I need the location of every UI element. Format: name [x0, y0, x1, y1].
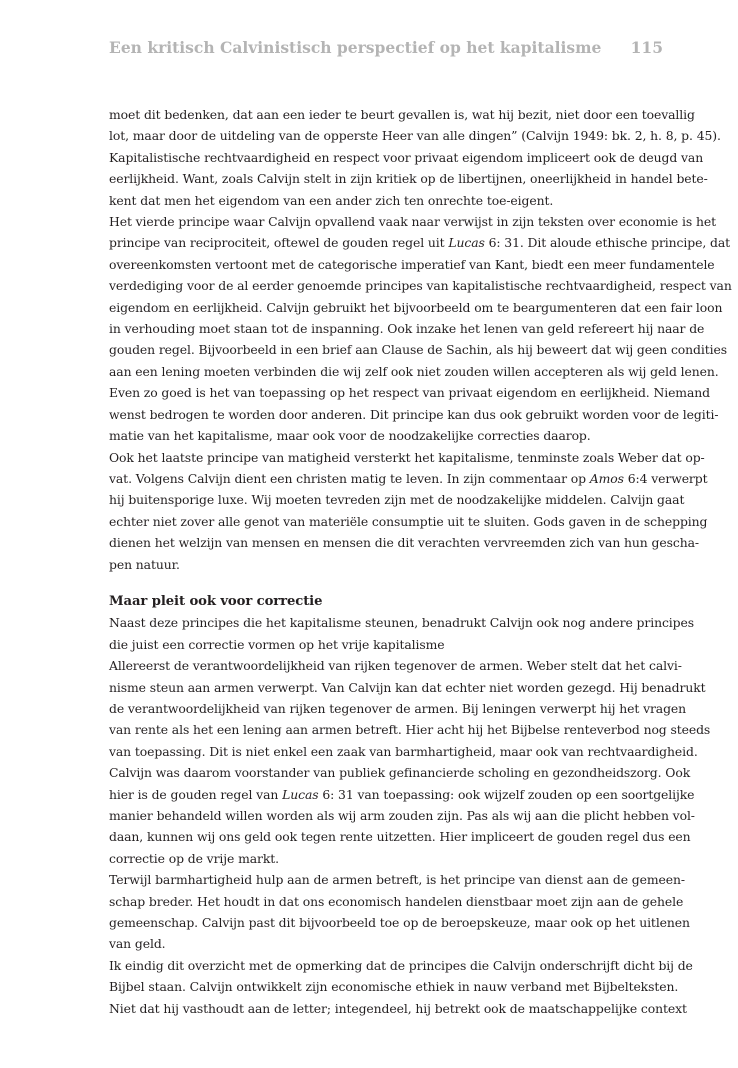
text-line: daan, kunnen wij ons geld ook tegen rente uitzetten. Hier impliceert de gouden regel dus een: [109, 829, 691, 845]
paragraph: [109, 869, 690, 955]
text-line: eigendom en eerlijkheid. Calvijn gebruikt het bijvoorbeeld om te beargumenteren dat een fair loon: [109, 299, 723, 315]
text-line: wenst bedrogen te worden door anderen. Dit principe kan dus ook gebruikt worden voor de legiti-: [109, 406, 719, 422]
running-header: [109, 38, 663, 57]
section-heading: Maar pleit ook voor correctie: [109, 593, 323, 609]
text-line: overeenkomsten vertoont met de categorische imperatief van Kant, biedt een meer fundamentele: [109, 256, 715, 272]
text-line: Kapitalistische rechtvaardigheid en respect voor privaat eigendom impliceert ook de deugd van: [109, 149, 704, 165]
text-line: in verhouding moet staan tot de inspanning. Ook inzake het lenen van geld refereert hij naar de: [109, 321, 705, 337]
text-line: Naast deze principes die het kapitalisme steunen, benadrukt Calvijn ook nog andere principes: [109, 615, 694, 631]
paragraph: [109, 612, 694, 655]
text-line: Even zo goed is het van toepassing op het respect van privaat eigendom en eerlijkheid. Niemand: [109, 385, 710, 401]
text-line: de verantwoordelijkheid van rijken tegenover de armen. Bij leningen verwerpt hij het vragen: [109, 700, 687, 716]
text-line: echter niet zover alle genot van materiële consumptie uit te sluiten. Gods gaven in de schepping: [109, 513, 708, 529]
running-header-title: Een kritisch Calvinistisch perspectief op het kapitalisme: [109, 38, 602, 57]
text-line: gemeenschap. Calvijn past dit bijvoorbeeld toe op de beroepskeuze, maar ook op het uitlenen: [109, 915, 690, 931]
text-line: schap breder. Het houdt in dat ons economisch handelen dienstbaar moet zijn aan de gehele: [109, 893, 684, 909]
text-line: Allereerst de verantwoordelijkheid van rijken tegenover de armen. Weber stelt dat het calvi-: [109, 658, 682, 674]
text-line: Het vierde principe waar Calvijn opvallend vaak naar verwijst in zijn teksten over economie is het: [109, 214, 716, 230]
text-line: nisme steun aan armen verwerpt. Van Calvijn kan dat echter niet worden gezegd. Hij benadrukt: [109, 679, 706, 695]
text-line: dienen het welzijn van mensen en mensen die dit verachten vervreemden zich van hun gescha-: [109, 535, 699, 551]
bible-book-reference: Lucas: [448, 235, 485, 251]
text-line: van rente als het een lening aan armen betreft. Hier acht hij het Bijbelse renteverbod nog steeds: [109, 722, 711, 738]
text-line: die juist een correctie vormen op het vrije kapitalisme: [109, 636, 445, 652]
text-line: eerlijkheid. Want, zoals Calvijn stelt in zijn kritiek op de libertijnen, oneerlijkheid in handel bete-: [109, 171, 708, 187]
text-line: kent dat men het eigendom van een ander zich ten onrechte toe-eigent.: [109, 192, 554, 208]
text-line: hij buitensporige luxe. Wij moeten tevreden zijn met de noodzakelijke middelen. Calvijn gaat: [109, 492, 685, 508]
paragraph: [109, 655, 711, 869]
text-line: Ik eindig dit overzicht met de opmerking dat de principes die Calvijn onderschrijft dicht bij de: [109, 957, 693, 973]
text-line: Niet dat hij vasthoudt aan de letter; integendeel, hij betrekt ook de maatschappelijke context: [109, 1000, 687, 1016]
text-line: Ook het laatste principe van matigheid versterkt het kapitalisme, tenminste zoals Weber dat op-: [109, 449, 705, 465]
paragraph: [109, 104, 721, 211]
text-line: principe van reciprociteit, oftewel de gouden regel uit Lucas 6: 31. Dit aloude ethische principe, dat: [109, 235, 730, 251]
bible-book-reference: Amos: [589, 470, 624, 486]
text-line: Bijbel staan. Calvijn ontwikkelt zijn economische ethiek in nauw verband met Bijbelteksten.: [109, 979, 679, 995]
text-line: pen natuur.: [109, 556, 180, 572]
text-line: van toepassing. Dit is niet enkel een zaak van barmhartigheid, maar ook van rechtvaardigheid.: [109, 743, 698, 759]
text-line: gouden regel. Bijvoorbeeld in een brief aan Clause de Sachin, als hij beweert dat wij geen condities: [109, 342, 727, 358]
paragraph: [109, 211, 732, 446]
text-line: Terwijl barmhartigheid hulp aan de armen betreft, is het principe van dienst aan de gemeen-: [109, 872, 685, 888]
page-number: 115: [630, 38, 663, 57]
text-line: verdediging voor de al eerder genoemde principes van kapitalistische rechtvaardigheid, respect van: [109, 278, 732, 294]
body-text: [109, 104, 732, 1019]
text-line: correctie op de vrije markt.: [109, 850, 279, 866]
text-line: aan een lening moeten verbinden die wij zelf ook niet zouden willen accepteren als wij geld lenen.: [109, 363, 719, 379]
paragraph: [109, 955, 693, 1019]
text-line: matie van het kapitalisme, maar ook voor de noodzakelijke correcties daarop.: [109, 428, 591, 444]
bible-book-reference: Lucas: [282, 786, 319, 802]
text-line: van geld.: [109, 936, 166, 952]
text-line: hier is de gouden regel van Lucas 6: 31 van toepassing: ook wijzelf zouden op een soortgelijke: [109, 786, 695, 802]
text-line: manier behandeld willen worden als wij arm zouden zijn. Pas als wij aan die plicht hebben vol-: [109, 808, 695, 823]
paragraph: [109, 447, 708, 575]
text-line: lot, maar door de uitdeling van de opperste Heer van alle dingen” (Calvijn 1949: bk. 2, h. 8, p. 45).: [109, 128, 721, 144]
text-line: Calvijn was daarom voorstander van publiek gefinancierde scholing en gezondheidszorg. Ook: [109, 765, 691, 781]
text-line: moet dit bedenken, dat aan een ieder te beurt gevallen is, wat hij bezit, niet door een toevallig: [109, 107, 695, 122]
text-line: vat. Volgens Calvijn dient een christen matig te leven. In zijn commentaar op Amos 6:4 verwerpt: [109, 470, 708, 486]
